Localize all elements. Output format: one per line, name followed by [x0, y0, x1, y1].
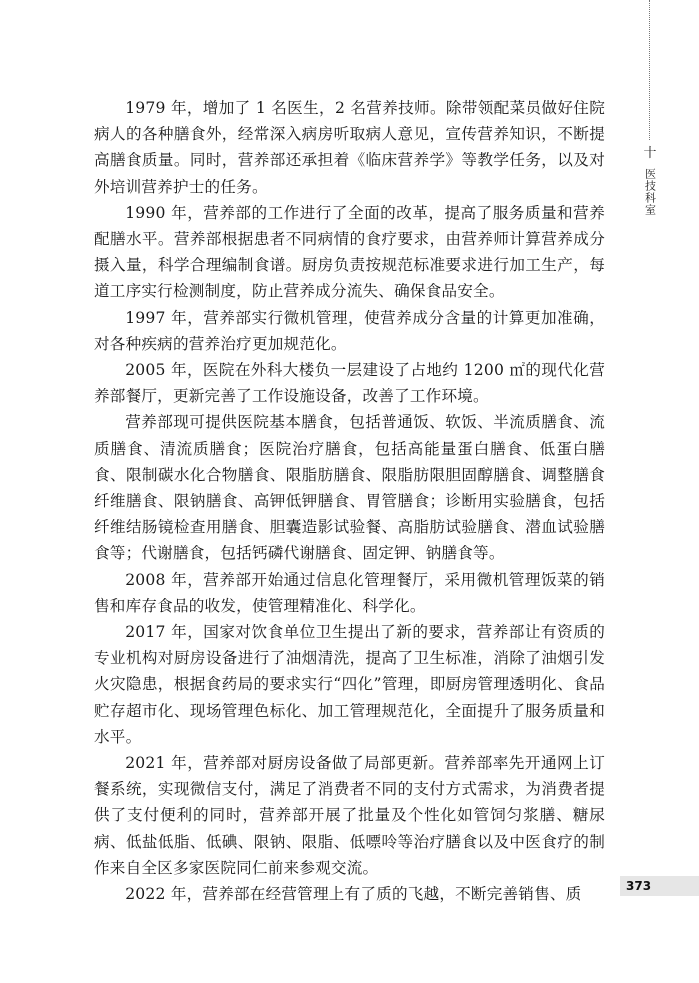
paragraph-1979: 1979 年，增加了 1 名医生，2 名营养技师。除带领配菜员做好住院病人的各种膳食外，经常深入病房听取病人意见，宣传营养知识，不断提高膳食质量。同时，营养部还承担着《临床营养学》等教学任务，以及对外培训营养护士的任务。	[94, 99, 605, 196]
page-number-band	[620, 876, 699, 896]
paragraph-2008: 2008 年，营养部开始通过信息化管理餐厅，采用微机管理饭菜的销售和库存食品的收发，使管理精准化、科学化。	[94, 570, 605, 615]
page-number: 373	[626, 879, 652, 893]
chapter-number: 十	[643, 146, 657, 161]
body-text	[94, 95, 605, 907]
chapter-dotted-rule	[649, 0, 650, 140]
paragraph-1990: 1990 年，营养部的工作进行了全面的改革，提高了服务质量和营养配膳水平。营养部根据患者不同病情的食疗要求，由营养师计算营养成分摄入量，科学合理编制食谱。厨房负责按规范标准要求进行加工生产，每道工序实行检测制度，防止营养成分流失、确保食品安全。	[94, 203, 605, 301]
paragraph-diet-services: 营养部现可提供医院基本膳食，包括普通饭、软饭、半流质膳食、流质膳食、清流质膳食；医院治疗膳食，包括高能量蛋白膳食、低蛋白膳食、限制碳水化合物膳食、限脂肪膳食、限脂肪限胆固醇膳食、调整膳食纤维膳食、限钠膳食、高钾低钾膳食、胃管膳食；诊断用实验膳食，包括纤维结肠镜检查用膳食、胆囊造影试验餐、高脂肪试验膳食、潜血试验膳食等；代谢膳食，包括钙磷代谢膳食、固定钾、钠膳食等。	[94, 413, 605, 563]
paragraph-2022: 2022 年，营养部在经营管理上有了质的飞越，不断完善销售、质	[125, 885, 582, 904]
paragraph-2021: 2021 年，营养部对厨房设备做了局部更新。营养部率先开通网上订餐系统，实现微信支付，满足了消费者不同的支付方式需求，为消费者提供了支付便利的同时，营养部开展了批量及个性化如管饲匀浆膳、糖尿病、低盐低脂、低碘、限钠、限脂、低嘌呤等治疗膳食以及中医食疗的制作来自全区多家医院同仁前来参观交流。	[94, 754, 605, 877]
paragraph-1997: 1997 年，营养部实行微机管理，使营养成分含量的计算更加准确，对各种疾病的营养治疗更加规范化。	[94, 308, 605, 353]
paragraph-2017: 2017 年，国家对饮食单位卫生提出了新的要求，营养部让有资质的专业机构对厨房设备进行了油烟清洗，提高了卫生标准，消除了油烟引发火灾隐患，根据食药局的要求实行“四化”管理，即厨房管理透明化、食品贮存超市化、现场管理色标化、加工管理规范化，全面提升了服务质量和水平。	[94, 623, 605, 746]
paragraph-2005: 2005 年，医院在外科大楼负一层建设了占地约 1200 ㎡的现代化营养部餐厅，更新完善了工作设施设备，改善了工作环境。	[94, 361, 605, 406]
chapter-label: 医技科室	[643, 168, 657, 216]
chapter-side-tab	[638, 146, 662, 220]
